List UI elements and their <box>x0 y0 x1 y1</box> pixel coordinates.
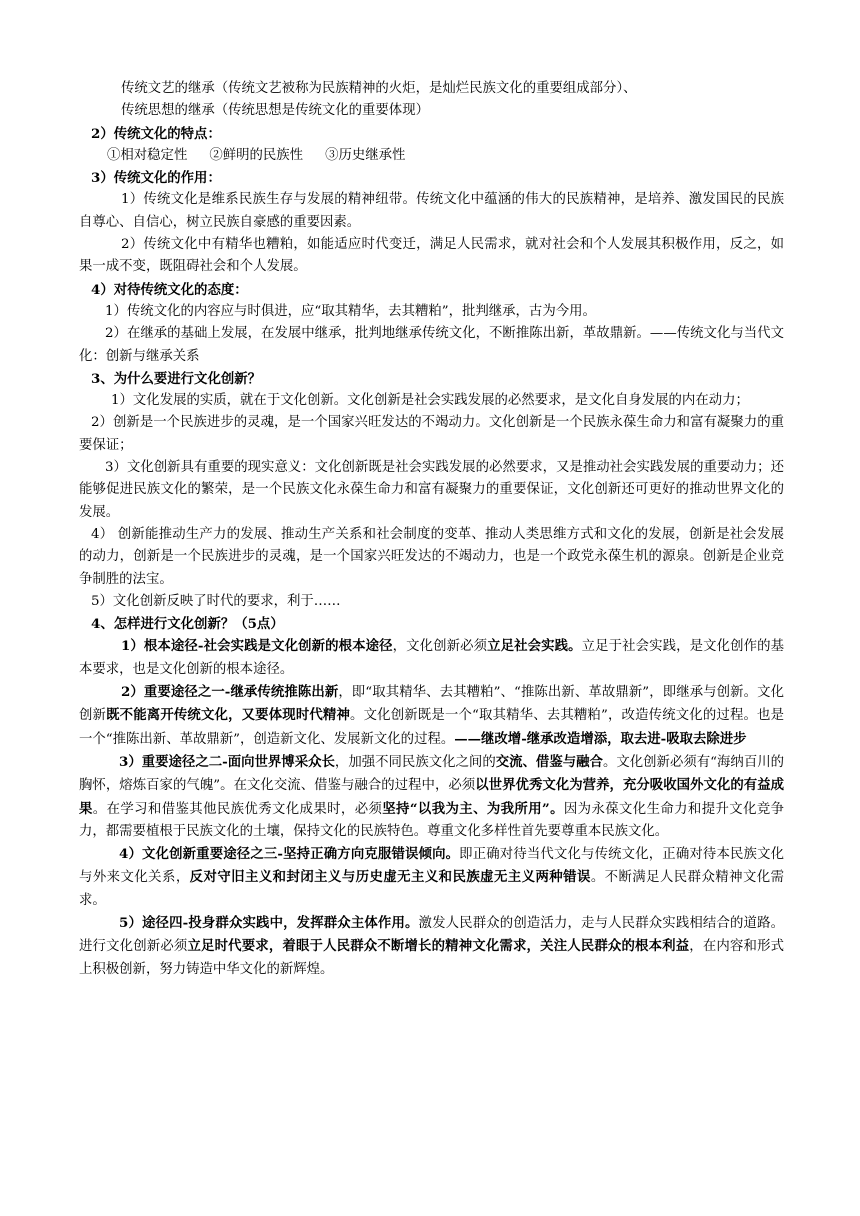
bold-text: 交流、借鉴与融合 <box>495 753 603 770</box>
paragraph: 2）创新是一个民族进步的灵魂，是一个国家兴旺发达的不竭动力。文化创新是一个民族永葆生命力和富有凝聚力的重要保证； <box>79 415 784 453</box>
section-heading: 2）传统文化的特点： <box>91 125 221 142</box>
text: 立足于社会实践，是文化创作的基本要求，也是文化创新的根本途径。 <box>79 639 785 677</box>
bold-text: 坚持“以我为主、为我所用”。 <box>382 800 564 817</box>
bold-text: 2）重要途径之一-继承传统推陈出新 <box>121 684 339 701</box>
paragraph: 1）文化发展的实质，就在于文化创新。文化创新是社会实践发展的必然要求，是文化自身发展的内在动力； <box>111 393 749 409</box>
paragraph <box>79 751 784 843</box>
document-page <box>79 78 784 981</box>
text: 。不断满足人民群众精神文化需求。 <box>79 870 785 908</box>
feature-item: ①相对稳定性 <box>107 147 188 163</box>
bold-text: 3）重要途径之二-面向世界博采众长 <box>119 753 335 770</box>
bold-text: 立足时代要求，着眼于人民群众不断增长的精神文化需求，关注人民群众的根本利益 <box>187 938 690 955</box>
paragraph: 1）传统文化的内容应与时俱进，应“取其精华，去其糟粕”，批判继承，古为今用。 <box>105 303 596 319</box>
bold-text: 反对守旧主义和封闭主义与历史虚无主义和民族虚无主义两种错误 <box>189 869 591 886</box>
feature-item: ②鲜明的民族性 <box>209 147 304 163</box>
feature-item: ③历史继承性 <box>325 147 406 163</box>
text: 。在学习和借鉴其他民族优秀文化成果时，必须 <box>92 801 383 817</box>
text: ，加强不同民族文化之间的 <box>334 754 496 770</box>
paragraph: 2）传统文化中有精华也糟粕，如能适应时代变迁，满足人民需求，就对社会和个人发展其积极作用，反之，如果一成不变，既阻碍社会和个人发展。 <box>79 237 784 275</box>
section-heading: 4）对待传统文化的态度： <box>91 281 248 298</box>
text: 激发人民群众的创造活力，走与人民群众实践相结合的道路。 进行文化创新必须 <box>79 915 785 955</box>
bold-text: ——继改增-继承改造增添，取去进-吸取去除进步 <box>454 730 747 747</box>
bold-text: 1）根本途径-社会实践是文化创新的根本途径 <box>121 638 393 655</box>
bold-text: 既不能离开传统文化，又要体现时代精神 <box>106 707 351 724</box>
paragraph: 3）文化创新具有重要的现实意义：文化创新既是社会实践发展的必然要求，又是推动社会实践发展的重要动力；还能够促进民族文化的繁荣，是一个民族文化永葆生命力和富有凝聚力的重要保证，文化创新还可更好的推动世界文化的发展。 <box>79 460 784 520</box>
bold-text: 4）文化创新重要途径之三-坚持正确方向克服错误倾向。 <box>119 846 460 863</box>
paragraph <box>79 912 784 981</box>
text: 即正确对待当代文化与传统文化，正确对待本民族文化与外来文化关系， <box>79 847 785 886</box>
paragraph: 2）在继承的基础上发展，在发展中继承，批判地继承传统文化，不断推陈出新，革故鼎新。——传统文化与当代文化：创新与继承关系 <box>79 326 784 364</box>
paragraph: 4） 创新能推动生产力的发展、推动生产关系和社会制度的变革、推动人类思维方式和文化的发展，创新是社会发展的动力，创新是一个民族进步的灵魂，是一个国家兴旺发达的不竭动力，也是一个政党永葆生机的源泉。创新是企业竞争制胜的法宝。 <box>79 526 784 587</box>
text-line: 传统文艺的继承（传统文艺被称为民族精神的火炬，是灿烂民族文化的重要组成部分）、 <box>121 81 637 96</box>
text: 因为永葆文化生命力和提升文化竞争力，都需要植根于民族文化的土壤，保持文化的民族特色。尊重文化多样性首先要尊重本民族文化。 <box>79 801 785 839</box>
section-heading: 4、怎样进行文化创新？（5点） <box>91 616 284 633</box>
bold-text: 以世界优秀文化为营养，充分吸收国外文化的有益成果 <box>79 777 785 817</box>
text: 。文化创新必须有“海纳百川的胸怀，熔炼百家的气魄”。在文化交流、借鉴与融合的过程中，必须 <box>79 754 785 794</box>
section-heading: 3、为什么要进行文化创新？ <box>91 370 262 387</box>
paragraph: 1）传统文化是维系民族生存与发展的精神纽带。传统文化中蕴涵的伟大的民族精神，是培养、激发国民的民族自尊心、自信心，树立民族自豪感的重要因素。 <box>79 192 784 230</box>
paragraph <box>79 843 784 912</box>
paragraph <box>79 681 784 751</box>
text: ，在内容和形式上积极创新，努力铸造中华文化的新辉煌。 <box>79 939 785 977</box>
section-heading: 3）传统文化的作用： <box>91 170 221 187</box>
text: 。文化创新既是一个“取其精华、去其糟粕”，改造传统文化的过程。也是一个“推陈出新、革故鼎新”，创造新文化、发展新文化的过程。 <box>79 708 784 747</box>
feature-list <box>79 145 784 167</box>
text-line: 传统思想的继承（传统思想是传统文化的重要体现） <box>121 103 429 119</box>
paragraph <box>79 635 784 681</box>
bold-text: 立足社会实践。 <box>487 638 582 655</box>
text: ，文化创新必须 <box>392 639 488 655</box>
paragraph: 5）文化创新反映了时代的要求，利于…… <box>91 593 341 609</box>
text: ，即“取其精华、去其糟粕”、“推陈出新、革故鼎新”，即继承与创新。文化创新 <box>79 685 784 724</box>
bold-text: 5）途径四-投身群众实践中，发挥群众主体作用。 <box>119 914 419 931</box>
